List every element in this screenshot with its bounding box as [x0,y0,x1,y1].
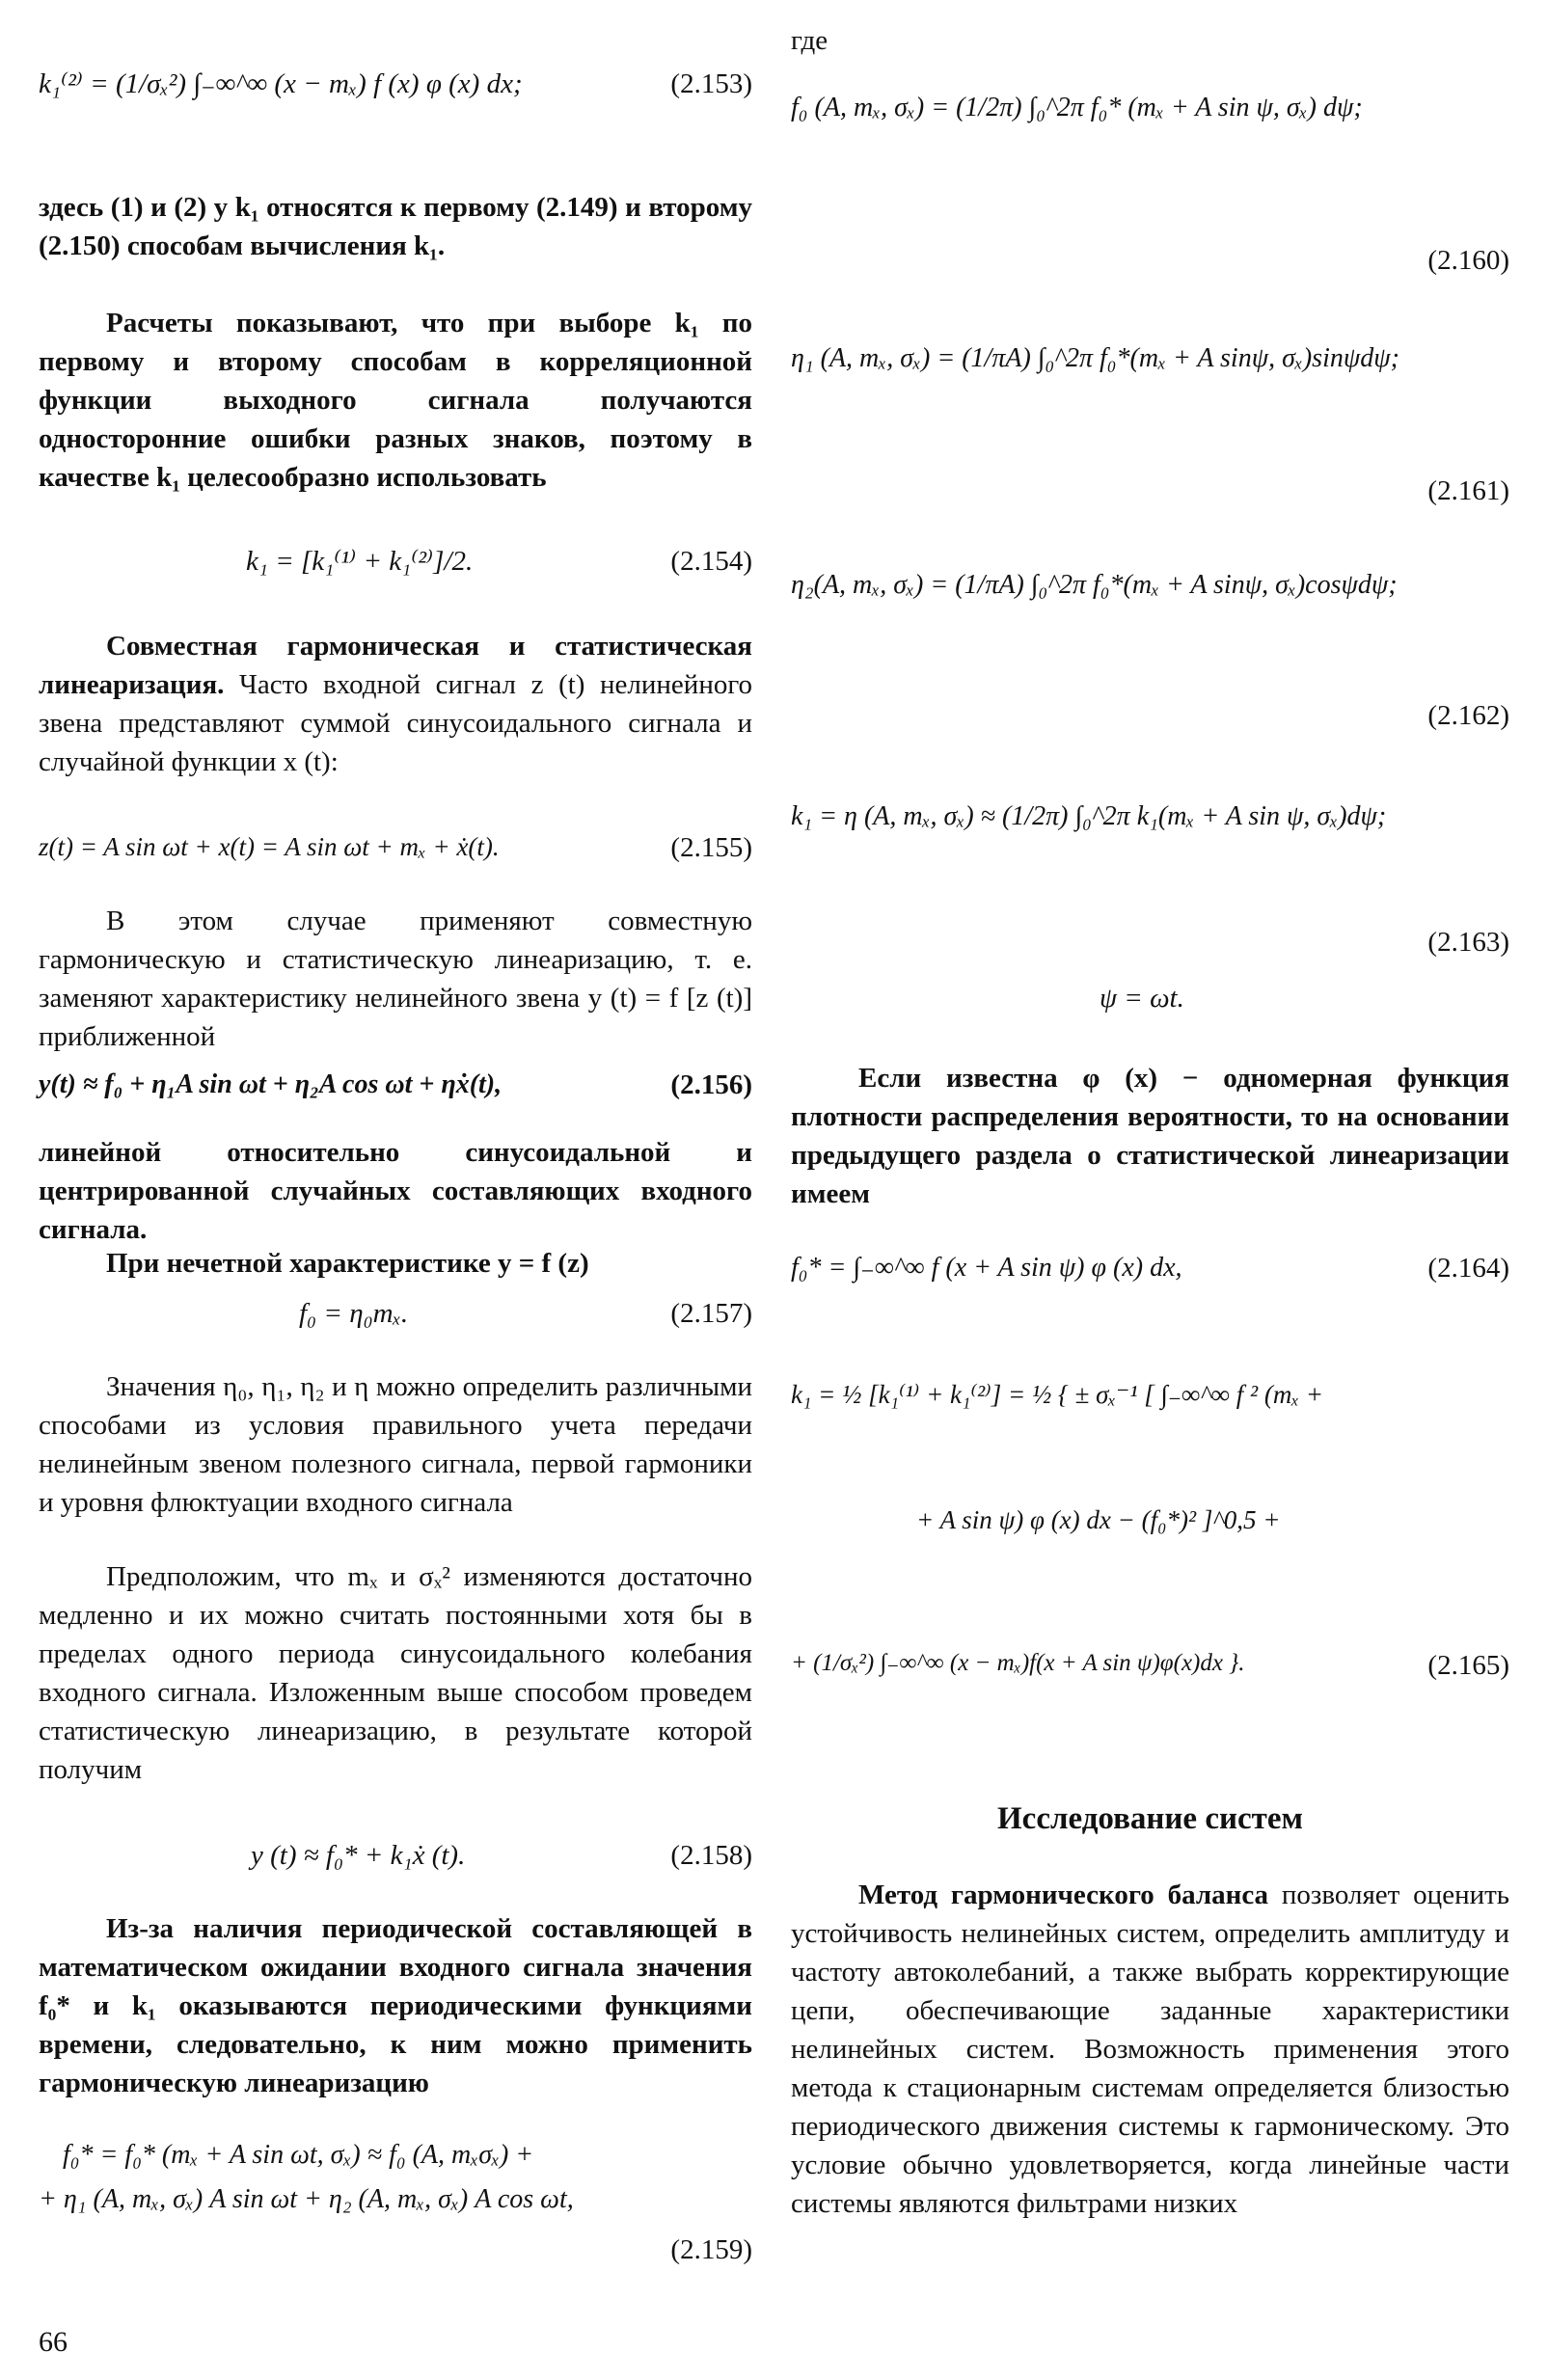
paragraph: Значения η₀, η₁, η₂ и η можно определить различными способами из условия правильного учета передачи нелинейным звеном полезного сигнала, первой гармоники и уровня флюктуации входного сигнала [39,1371,752,1518]
equation-2-159 [39,2139,752,2264]
paragraph: Предположим, что mₓ и σₓ² изменяются достаточно медленно и их можно считать постоянными хотя бы в пределах одного периода синусоидального колебания входного сигнала. Изложенным выше способом проведем статистическую линеаризацию, в результате которой получим [39,1561,752,1785]
equation-number-row [791,699,1509,738]
equation-number: (2.156) [670,1069,752,1100]
equation-number-row [791,474,1509,513]
psi-definition [791,982,1509,1020]
paragraph: Если известна φ (x) − одномерная функция плотности распределения вероятности, то на основании предыдущего раздела о статистической линеаризации имеем [791,1063,1509,1209]
paragraph: линейной относительно синусоидальной и центрированной случайных составляющих входного сигнала. [39,1137,752,1245]
equation-2-157 [39,1297,752,1336]
equation-2-160 [791,92,1509,149]
equation-number: (2.165) [1427,1650,1509,1681]
equation-2-162 [791,569,1509,627]
paragraph-text: позволяет оценить устойчивость нелинейных систем, определить амплитуду и частоту автоколебаний, а также выбрать корректирующие цепи, обеспечивающие заданные характеристики нелинейных систем. Возможность применения этого метода к стационарным системам определяется близостью периодического движения системы к гармоническому. Это условие обычно удовлетворяется, когда линейные части системы являются фильтрами низких [791,1880,1510,2219]
equation-2-165 [791,1360,1509,1688]
paragraph: В этом случае применяют совместную гармоническую и статистическую линеаризацию, т. е. заменяют характеристику нелинейного звена y (t) = f [z (t)] приближенной [39,906,752,1052]
equation-2-153 [39,39,752,145]
equation-line: + (1/σₓ²) ∫₋∞^∞ (x − mₓ)f(x + A sin ψ)φ(x)dx }. [791,1650,1245,1676]
equation-2-155 [39,831,752,870]
paragraph: Из-за наличия периодической составляющей в математическом ожидании входного сигнала значения f₀* и k₁ оказываются периодическими функциями времени, следовательно, к ним можно применить гармоническую линеаризацию [39,1913,752,2098]
equation-line: f₀* = f₀* (mₓ + A sin ωt, σₓ) ≈ f₀ (A, mₓσₓ) + [63,2140,534,2170]
equation-expression: k₁⁽²⁾ = (1/σₓ²) ∫₋∞^∞ (x − mₓ) f (x) φ (x) dx; [39,68,523,99]
equation-2-163 [791,800,1509,858]
equation-expression: y(t) ≈ f₀ + η₁A sin ωt + η₂A cos ωt + ηẋ(t), [39,1069,502,1099]
equation-expression: f₀ = η₀mₓ. [299,1298,409,1329]
section-paragraph [791,1876,1509,2223]
equation-2-164 [791,1252,1509,1310]
equation-expression: ψ = ωt. [1100,983,1184,1014]
equation-expression: f₀* = ∫₋∞^∞ f (x + A sin ψ) φ (x) dx, [791,1253,1182,1283]
equation-2-158 [39,1839,752,1878]
equation-expression: k₁ = η (A, mₓ, σₓ) ≈ (1/2π) ∫₀^2π k₁(mₓ + A sin ψ, σₓ)dψ; [791,801,1387,831]
equation-line: + A sin ψ) φ (x) dx − (f₀*)² ]^0,5 + [916,1505,1281,1534]
equation-number: (2.162) [1427,700,1509,731]
equation-number: (2.157) [670,1298,752,1329]
equation-2-154 [39,545,752,583]
equation-number: (2.164) [1427,1253,1509,1284]
subsection-title: Метод гармонического баланса [858,1880,1269,1910]
section-heading: Исследование систем [997,1801,1303,1836]
paragraph: здесь (1) и (2) у k₁ относятся к первому (2.149) и второму (2.150) способам вычисления k₁. [39,192,752,261]
paragraph-text: Часто входной сигнал z (t) нелинейного звена представляют суммой синусоидального сигнала и случайной функции x (t): [39,669,753,777]
subsection-title: Совместная гармоническая и статистическая линеаризация. [39,631,752,700]
paragraph: При нечетной характеристике y = f (z) [106,1248,589,1279]
equation-number: (2.163) [1427,927,1509,958]
equation-expression: k₁ = [k₁⁽¹⁾ + k₁⁽²⁾]/2. [246,546,474,577]
equation-line: k₁ = ½ [k₁⁽¹⁾ + k₁⁽²⁾] = ½ { ± σₓ⁻¹ [ ∫₋∞^∞ f ² (mₓ + [791,1380,1323,1409]
equation-number-row [791,926,1509,964]
equation-expression: η₁ (A, mₓ, σₓ) = (1/πA) ∫₀^2π f₀*(mₓ + A sinψ, σₓ)sinψdψ; [791,343,1399,373]
equation-number: (2.155) [670,832,752,863]
equation-number: (2.160) [1427,245,1509,276]
equation-2-161 [791,342,1509,400]
equation-expression: y (t) ≈ f₀* + k₁ẋ (t). [251,1840,466,1871]
where-label: где [791,25,828,56]
equation-expression: z(t) = A sin ωt + x(t) = A sin ωt + mₓ + ẋ(t). [39,832,500,861]
section-paragraph [39,627,752,781]
equation-number-row [791,244,1509,283]
equation-number: (2.159) [670,2234,752,2265]
equation-expression: f₀ (A, mₓ, σₓ) = (1/2π) ∫₀^2π f₀* (mₓ + A sin ψ, σₓ) dψ; [791,93,1363,122]
paragraph: Расчеты показывают, что при выборе k₁ по первому и второму способам в корреляционной функции выходного сигнала получаются односторонние ошибки разных знаков, поэтому в качестве k₁ целесообразно использовать [39,308,752,493]
equation-expression: η₂(A, mₓ, σₓ) = (1/πA) ∫₀^2π f₀*(mₓ + A sinψ, σₓ)cosψdψ; [791,570,1398,600]
equation-2-156 [39,1068,752,1107]
equation-number: (2.154) [670,546,752,577]
page-number: 66 [39,2326,68,2358]
equation-number: (2.161) [1427,475,1509,506]
equation-number: (2.153) [670,68,752,99]
equation-number: (2.158) [670,1840,752,1871]
equation-line: + η₁ (A, mₓ, σₓ) A sin ωt + η₂ (A, mₓ, σₓ) A cos ωt, [39,2184,574,2214]
